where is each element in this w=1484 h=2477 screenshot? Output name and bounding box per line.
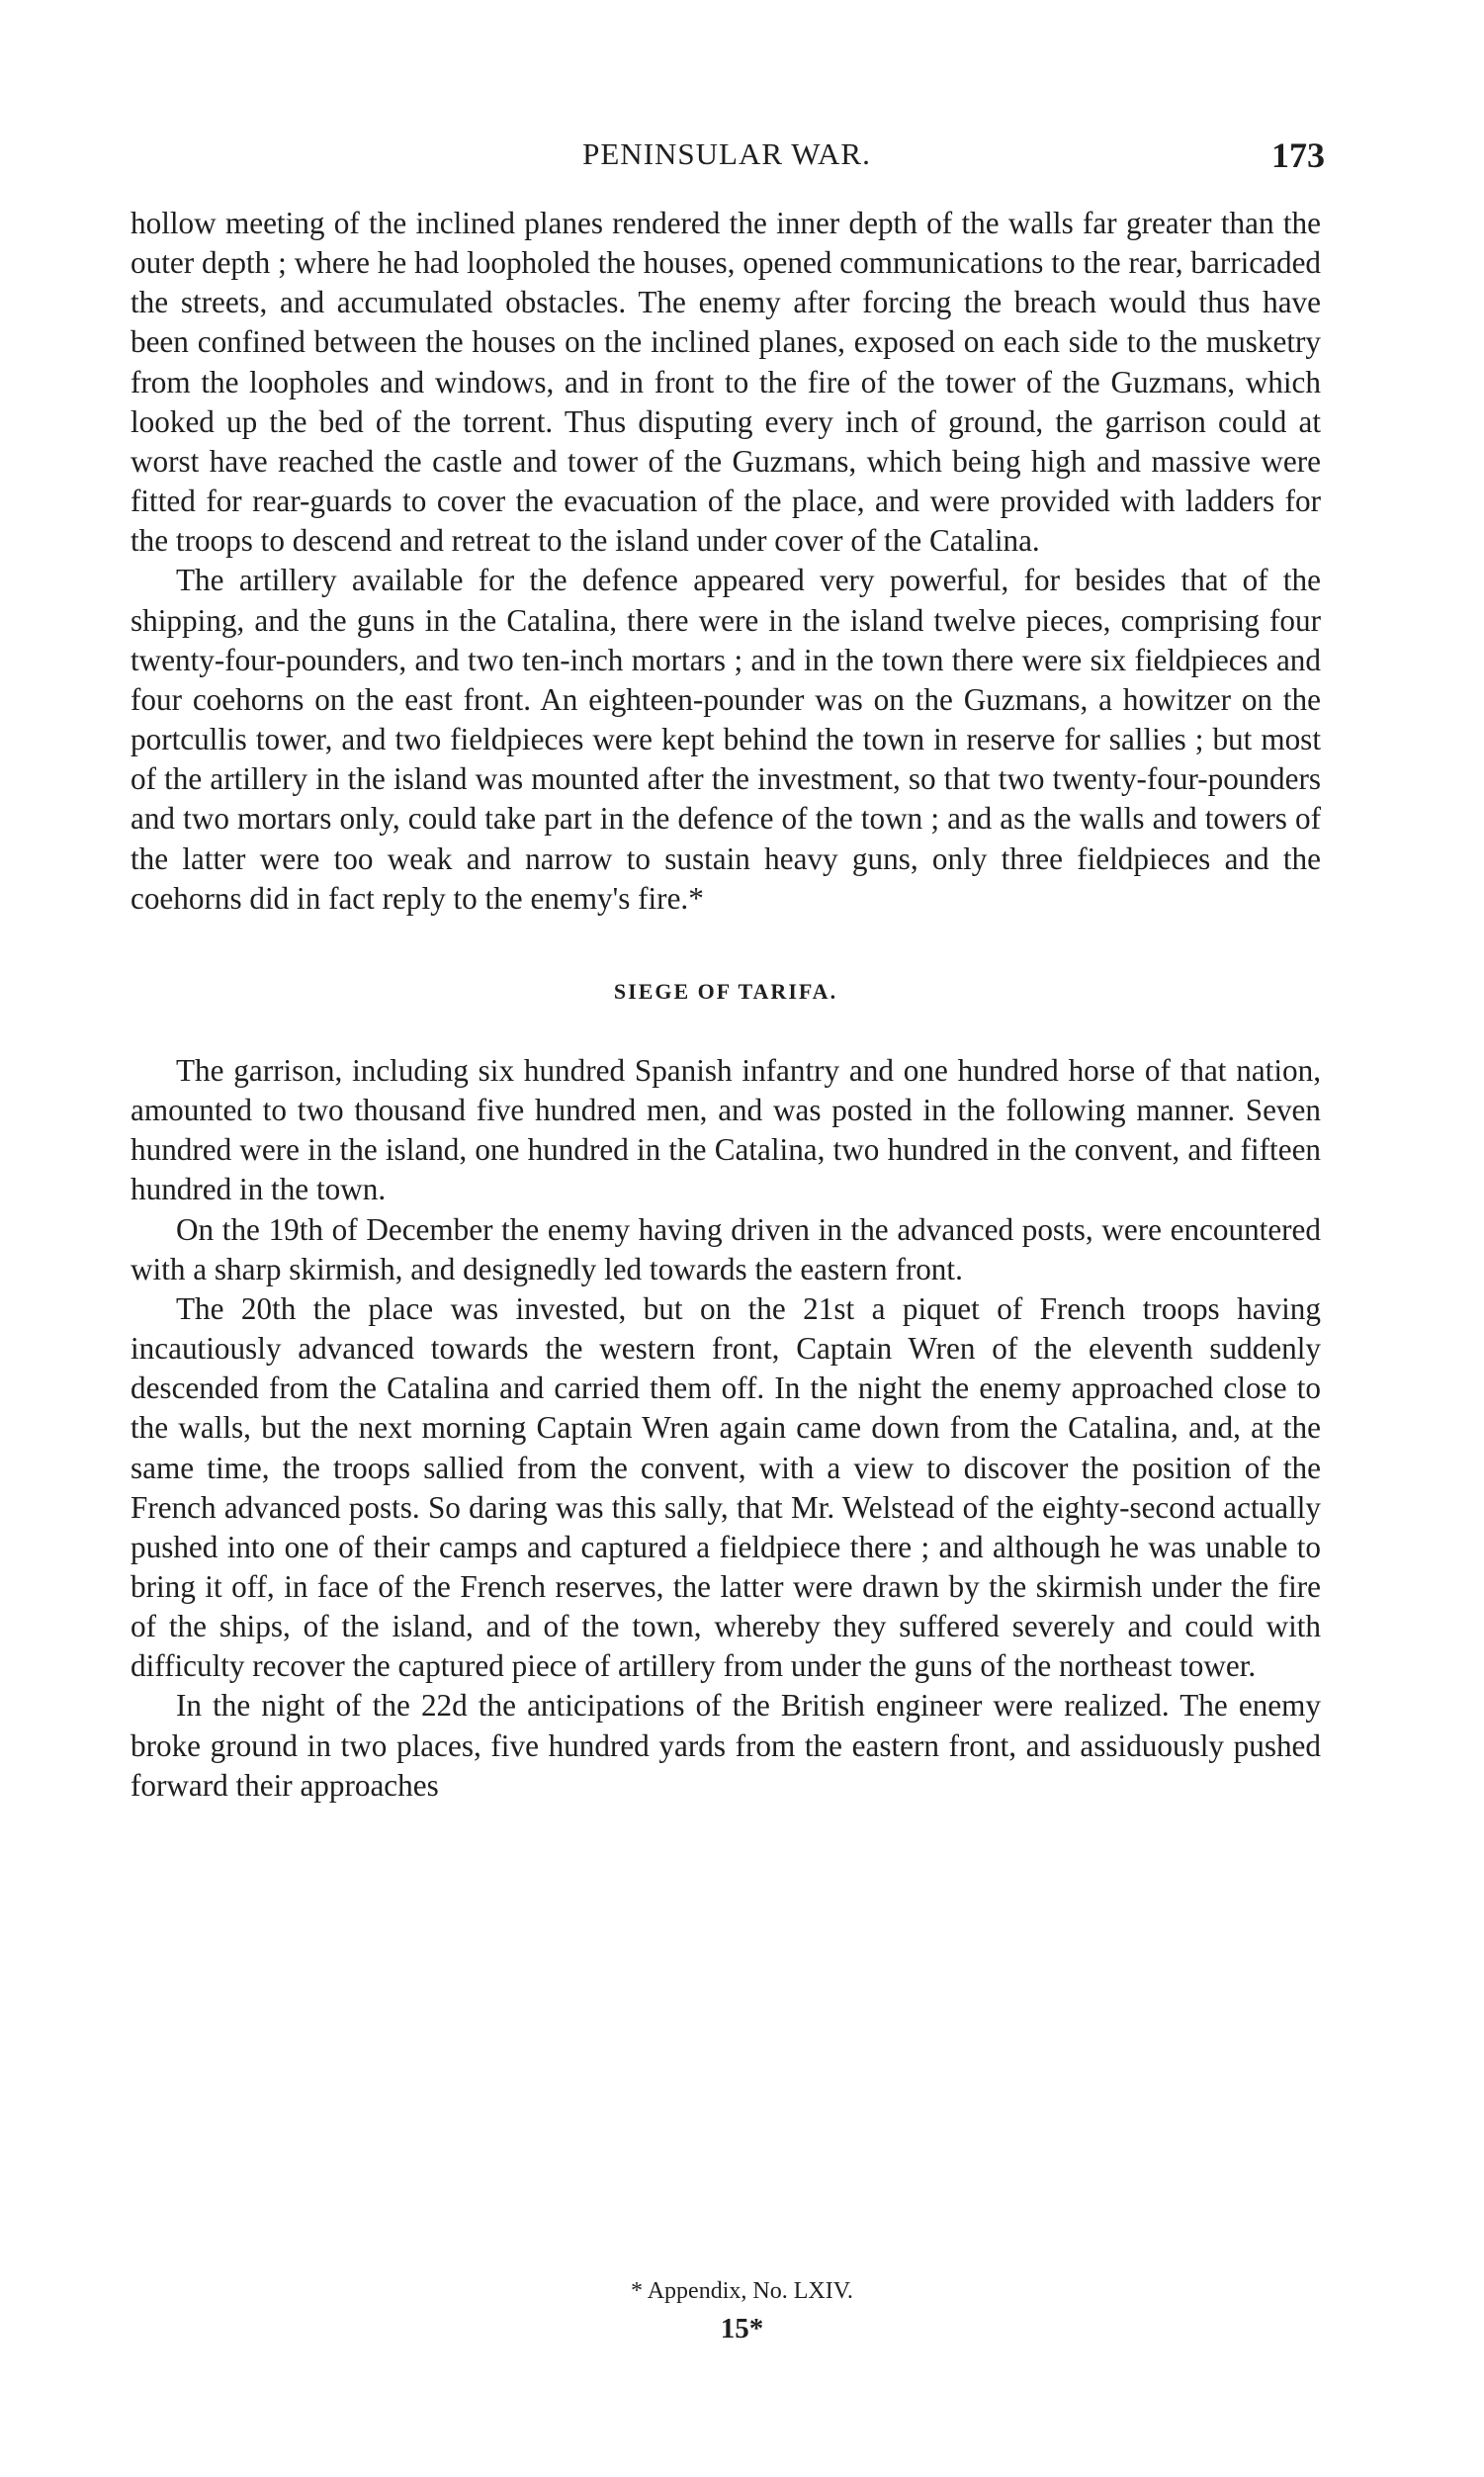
running-title: PENINSULAR WAR. (582, 136, 871, 171)
footnote: * Appendix, No. LXIV. (631, 2278, 853, 2304)
page-number: 173 (1271, 135, 1325, 175)
paragraph: The garrison, including six hundred Spanish infantry and one hundred horse of that nation, amounted to two thousand five hundred men, and was posted in the following manner. Seven hundred were in the island, one hundred in the Catalina, two hundred in the convent, and fifteen hundred in the town. (131, 1052, 1321, 1207)
paragraph: On the 19th of December the enemy having driven in the advanced posts, were encountered with a sharp skirmish, and designedly led towards the eastern front. (131, 1211, 1321, 1286)
signature-mark: 15* (720, 2313, 764, 2344)
paragraph: The artillery available for the defence appeared very powerful, for besides that of the shipping, and the guns in the Catalina, there were in the island twelve pieces, comprising four twenty-four-pounders, and two ten-inch mortars ; and in the town there were six fieldpieces and four coehorns on the east front. An eighteen-pounder was on the Guzmans, a howitzer on the portcullis tower, and two fieldpieces were kept behind the town in reserve for sallies ; but most of the artillery in the island was mounted after the investment, so that two twenty-four-pounders and two mortars only, could take part in the defence of the town ; and as the walls and towers of the latter were too weak and narrow to sustain heavy guns, only three fieldpieces and the coehorns did in fact reply to the enemy's fire.* (131, 563, 1321, 916)
section-heading: SIEGE OF TARIFA. (613, 978, 838, 1004)
paragraph: The 20th the place was invested, but on the 21st a piquet of French troops having incautiously advanced towards the western front, Captain Wren of the eleventh suddenly descended from the Catalina and carried them off. In the night the enemy approached close to the walls, but the next morning Captain Wren again came down from the Catalina, and, at the same time, the troops sallied from the convent, with a view to discover the position of the French advanced posts. So daring was this sally, that Mr. Welstead of the eighty-second actually pushed into one of their camps and captured a fieldpiece there ; and although he was unable to bring it off, in face of the French reserves, the latter were drawn by the skirmish under the fire of the ships, of the island, and of the town, whereby they suffered severely and could with difficulty recover the captured piece of artillery from under the guns of the northeast tower. (131, 1290, 1321, 1684)
paragraph: hollow meeting of the inclined planes rendered the inner depth of the walls far greater than the outer depth ; where he had loopholed the houses, opened communications to the rear, barricaded the streets, and accumulated obstacles. The enemy after forcing the breach would thus have been confined between the houses on the inclined planes, exposed on each side to the musketry from the loopholes and windows, and in front to the fire of the tower of the Guzmans, which looked up the bed of the torrent. Thus disputing every inch of ground, the garrison could at worst have reached the castle and tower of the Guzmans, which being high and massive were fitted for rear-guards to cover the evacuation of the place, and were provided with ladders for the troops to descend and retreat to the island under cover of the Catalina. (131, 206, 1321, 559)
running-head (129, 131, 1325, 180)
body-text (131, 204, 1321, 1806)
paragraph: In the night of the 22d the anticipations of the British engineer were realized. The enemy broke ground in two places, five hundred yards from the eastern front, and assiduously pushed forward their approaches (131, 1688, 1321, 1803)
